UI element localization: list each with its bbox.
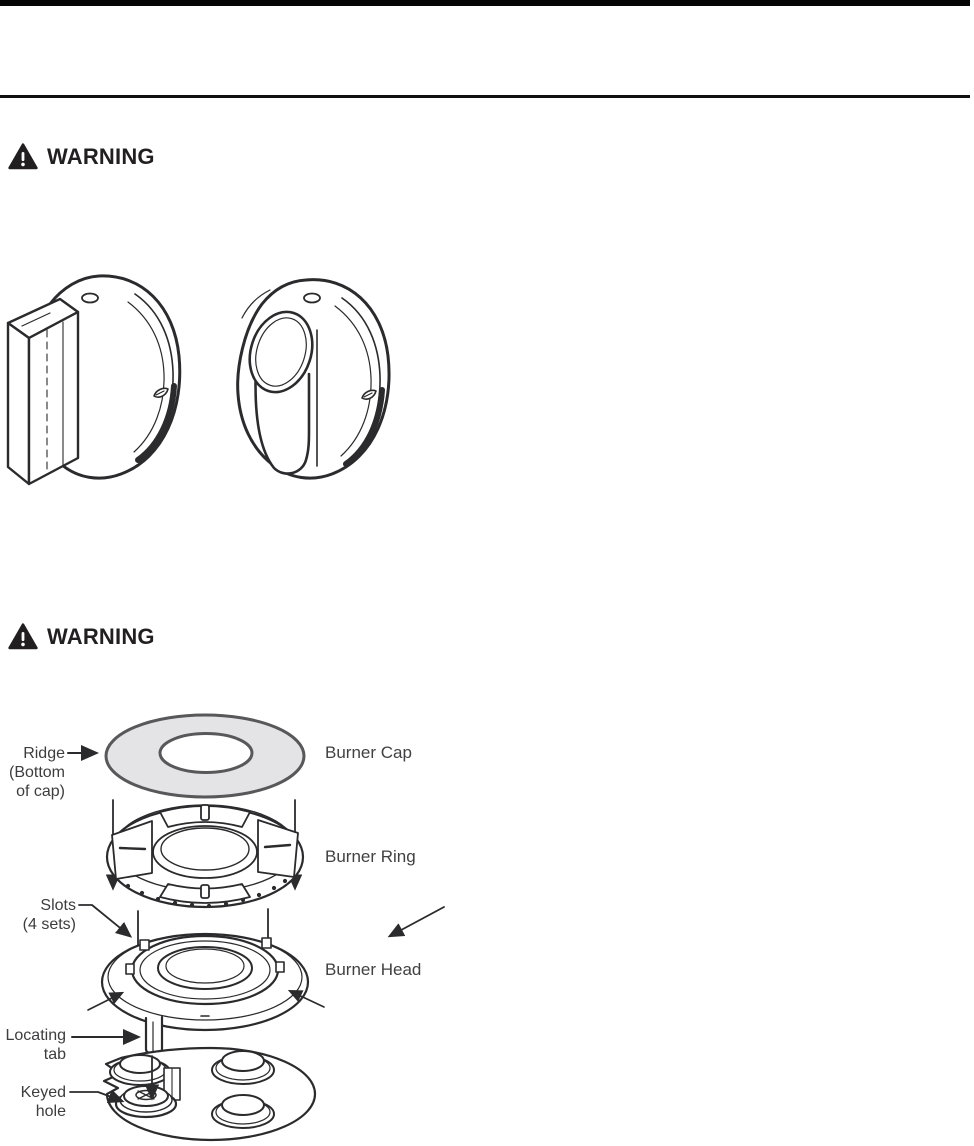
label-locating-tab-line1: Locating [5,1027,66,1044]
warning-header-1 [8,143,155,170]
label-ridge-line2: (Bottom [8,764,65,781]
label-keyed-hole-line2: hole [35,1103,66,1120]
label-burner-head: Burner Head [325,960,422,979]
label-ridge-line3: of cap) [16,783,65,800]
warning-triangle-icon [8,623,38,650]
label-locating-tab [0,1026,66,1064]
label-slots [0,896,76,934]
control-knobs-figure [2,268,414,500]
label-keyed-hole-line1: Keyed [20,1084,66,1101]
cooktop-base-illustration [104,1048,315,1140]
warning-triangle-icon [8,143,38,170]
control-knobs-illustration [2,268,414,500]
label-burner-cap: Burner Cap [325,743,412,762]
control-knob-right [238,280,389,478]
burner-ring-illustration [107,805,303,908]
burner-head-illustration [102,934,308,1030]
label-ridge-line1: Ridge [23,745,65,762]
label-burner-ring: Burner Ring [325,847,416,866]
header-divider [0,95,970,98]
knob-screw-icon [82,294,98,303]
warning-label: WARNING [47,623,155,649]
label-ridge [0,744,65,801]
label-keyed-hole [0,1083,66,1121]
label-slots-line1: Slots [40,897,76,914]
locating-tab-illustration [146,1017,162,1053]
knob-screw-icon [304,294,320,303]
page-top-bar [0,0,970,6]
control-knob-left [8,276,180,484]
label-locating-tab-line2: tab [43,1046,66,1063]
warning-label: WARNING [47,143,155,169]
slots-arrow-right [390,907,444,936]
slots-arrow-left [79,905,130,936]
warning-header-2 [8,623,155,650]
burner-assembly-figure [0,700,460,1146]
burner-cap-illustration [106,715,304,797]
label-slots-line2: (4 sets) [22,916,76,933]
